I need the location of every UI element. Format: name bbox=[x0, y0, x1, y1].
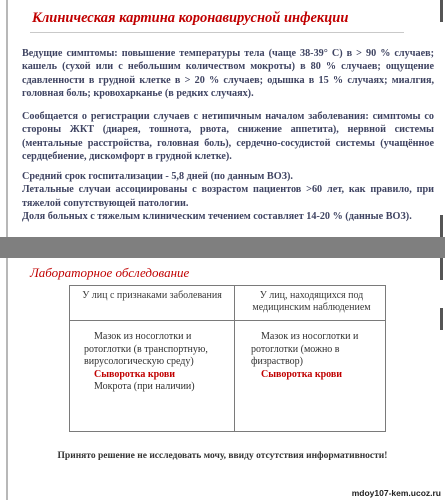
table-header-row bbox=[70, 286, 385, 321]
table-cell-observed bbox=[251, 331, 385, 381]
slide-edge-marker bbox=[440, 258, 443, 280]
site-watermark: mdoy107-kem.ucoz.ru bbox=[351, 488, 441, 498]
hospitalization-text: Средний срок госпитализации - 5,8 дней (по данным ВОЗ). bbox=[22, 171, 293, 182]
table-column-separator bbox=[234, 286, 235, 431]
table-cell-sick bbox=[84, 331, 234, 394]
lethal-cases-text: Летальные случаи ассоциированы с возрастом пациентов >60 лет, как правило, при тяжелой сопутствующей патологии. bbox=[22, 184, 434, 209]
slide-edge-marker bbox=[440, 0, 443, 22]
symptoms-paragraph: Ведущие симптомы: повышение температуры тела (чаще 38-39° С) в > 90 % случаев; кашель (сухой или с небольшим количеством мокроты) в 80 % случаев; ощущение сдавленности в грудной клетке в > 20 % случаев; одышка в 15 % случаях; миалгия, головная боль; кровохарканье (в редких случаях). bbox=[22, 48, 434, 99]
lab-table bbox=[69, 285, 386, 432]
slide-divider bbox=[0, 237, 445, 258]
table-header-sick: У лиц с признаками заболевания bbox=[82, 290, 222, 301]
table-header-observed: У лиц, находящихся под медицинским наблюдением bbox=[252, 290, 371, 313]
left-border-line bbox=[6, 258, 8, 500]
atypical-onset-paragraph: Сообщается о регистрации случаев с нетипичным началом заболевания: симптомы со стороны ЖКТ (диарея, тошнота, рвота, снижение аппетита), нервной системы (ментальные расстройства, головная боль), сердечно-сосудистой системы (учащённое сердцебиение, дискомфорт в грудной клетке). bbox=[22, 111, 434, 162]
slide-edge-marker bbox=[440, 308, 443, 330]
severe-share-text: Доля больных с тяжелым клиническим течением составляет 14-20 % (данные ВОЗ). bbox=[22, 210, 412, 222]
cell-highlight: Сыворотка крови bbox=[94, 368, 176, 380]
left-border-line bbox=[6, 0, 8, 237]
slide-clinical-picture bbox=[0, 0, 445, 237]
title-underline bbox=[30, 32, 404, 33]
urine-note: Принято решение не исследовать мочу, ввиду отсутствия информативности! bbox=[57, 451, 388, 461]
slide-lab-tests bbox=[0, 258, 445, 500]
slide-title: Лабораторное обследование bbox=[30, 265, 190, 280]
cell-text: Мазок из носоглотки и ротоглотки (в транспортную, вирусологическую среду) bbox=[84, 331, 208, 367]
slide-title: Клиническая картина коронавирусной инфекции bbox=[32, 10, 348, 27]
cell-highlight: Сыворотка крови bbox=[261, 368, 343, 380]
cell-text: Мокрота (при наличии) bbox=[94, 381, 195, 392]
slide-edge-marker bbox=[440, 215, 443, 237]
cell-text: Мазок из носоглотки и ротоглотки (можно в физраствор) bbox=[251, 331, 359, 367]
statistics-paragraph bbox=[22, 170, 434, 223]
